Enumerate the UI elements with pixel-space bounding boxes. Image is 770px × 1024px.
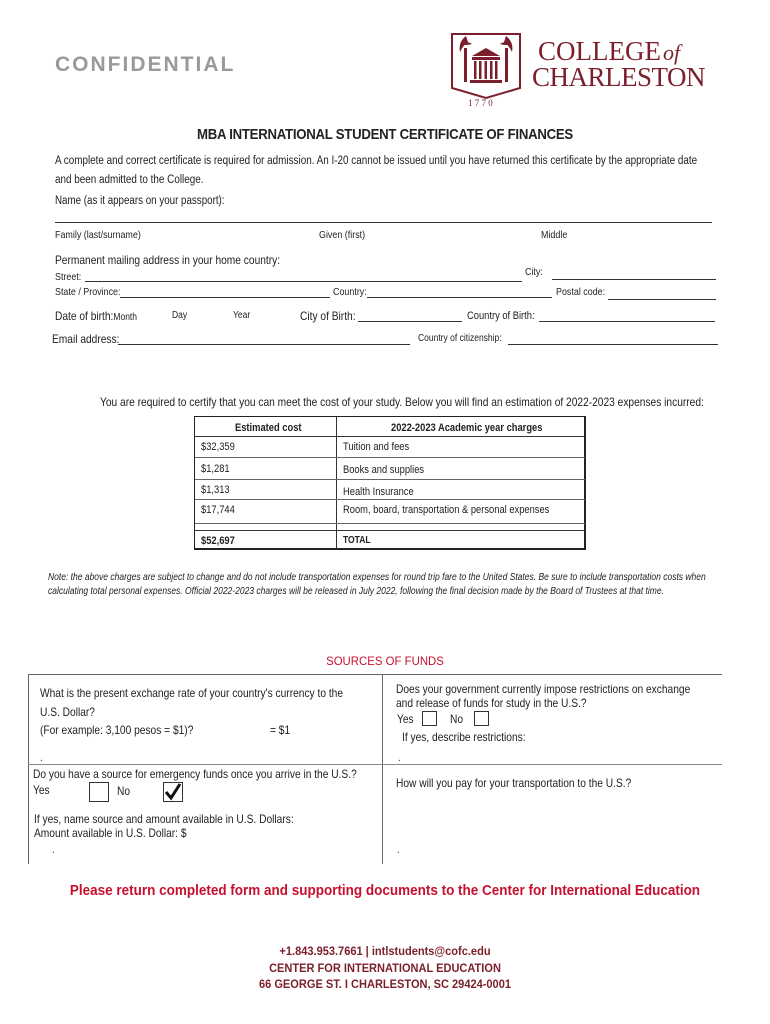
logo-charleston: CHARLESTON bbox=[532, 62, 706, 92]
restrict-no-checkbox[interactable] bbox=[474, 711, 489, 726]
state-label: State / Province: bbox=[55, 286, 121, 298]
emergency-no-checkbox[interactable] bbox=[163, 782, 183, 802]
table-row: $1,313 Health Insurance bbox=[195, 480, 585, 500]
transport-dot: . bbox=[397, 844, 400, 856]
city-label: City: bbox=[525, 266, 543, 278]
center-name: CENTER FOR INTERNATIONAL EDUCATION bbox=[269, 961, 501, 975]
center-address: 66 GEORGE ST. I CHARLESTON, SC 29424-0001 bbox=[259, 977, 511, 991]
citizenship-label: Country of citizenship: bbox=[418, 333, 502, 344]
emergency-yes-checkbox[interactable] bbox=[89, 782, 109, 802]
table-total-row: $52,697 TOTAL bbox=[195, 530, 585, 548]
email-field[interactable] bbox=[118, 344, 410, 345]
table-row: $32,359 Tuition and fees bbox=[195, 436, 585, 458]
restrictions-question: Does your government currently impose restrictions on exchange and release of funds for study in the U.S.? bbox=[396, 682, 691, 710]
emergency-no-label: No bbox=[117, 784, 131, 798]
transport-question: How will you pay for your transportation to the U.S.? bbox=[396, 776, 632, 790]
country-field[interactable] bbox=[367, 297, 552, 298]
confidential-label: CONFIDENTIAL bbox=[55, 53, 236, 76]
country-label: Country: bbox=[333, 286, 367, 298]
logo-year: 1 7 7 0 bbox=[468, 98, 493, 108]
amount-dot: . bbox=[52, 844, 55, 856]
table-row: $17,744 Room, board, transportation & personal expenses bbox=[195, 500, 585, 524]
city-birth-field[interactable] bbox=[358, 321, 462, 322]
sources-heading: SOURCES OF FUNDS bbox=[326, 654, 444, 668]
city-field[interactable] bbox=[552, 279, 716, 280]
form-intro: A complete and correct certificate is required for admission. An I-20 cannot be issued until you have returned this certificate by the appropriate date and been admitted to the College. bbox=[55, 155, 698, 186]
col-estimated-cost: Estimated cost bbox=[235, 422, 302, 434]
country-birth-label: Country of Birth: bbox=[467, 310, 535, 322]
col-academic-charges: 2022-2023 Academic year charges bbox=[391, 422, 543, 434]
day-label: Day bbox=[172, 310, 188, 321]
amount-label: Amount available in U.S. Dollar: $ bbox=[34, 826, 187, 840]
contact-info: +1.843.953.7661 | intlstudents@cofc.edu bbox=[279, 944, 491, 958]
state-field[interactable] bbox=[120, 297, 330, 298]
family-label: Family (last/surname) bbox=[55, 229, 141, 241]
postal-label: Postal code: bbox=[556, 286, 606, 298]
middle-label: Middle bbox=[541, 229, 568, 241]
restrict-yes-label: Yes bbox=[397, 712, 414, 726]
college-logo bbox=[446, 26, 731, 110]
emergency-question: Do you have a source for emergency funds once you arrive in the U.S.? bbox=[33, 767, 357, 781]
logo-college: COLLEGEof bbox=[538, 36, 681, 66]
table-row: $1,281 Books and supplies bbox=[195, 458, 585, 480]
dob-label: Date of birth:Month bbox=[55, 309, 138, 323]
exchange-rate-field[interactable]: = $1 bbox=[270, 723, 291, 737]
restrict-describe-label: If yes, describe restrictions: bbox=[402, 730, 526, 744]
year-label: Year bbox=[233, 310, 251, 321]
postal-field[interactable] bbox=[608, 299, 716, 300]
street-label: Street: bbox=[55, 271, 82, 283]
city-birth-label: City of Birth: bbox=[300, 309, 356, 323]
name-label: Name (as it appears on your passport): bbox=[55, 195, 225, 207]
citizenship-field[interactable] bbox=[508, 344, 718, 345]
restrict-yes-checkbox[interactable] bbox=[422, 711, 437, 726]
form-title: MBA INTERNATIONAL STUDENT CERTIFICATE OF FINANCES bbox=[197, 126, 573, 143]
given-label: Given (first) bbox=[319, 229, 366, 241]
expenses-table bbox=[194, 416, 586, 550]
restrict-dot: . bbox=[398, 752, 401, 764]
emergency-yes-label: Yes bbox=[33, 783, 50, 797]
exchange-dot: . bbox=[40, 752, 43, 764]
exchange-question: What is the present exchange rate of your country's currency to the U.S. Dollar? bbox=[40, 686, 344, 719]
expenses-note: Note: the above charges are subject to change and do not include transportation expenses for round trip fare to the United States. Be sure to include transportation costs when calculating total personal expenses. Official 2022-2023 charges will be released in July 2022, following the final decision made by the Board of Trustees at that time. bbox=[48, 572, 706, 597]
source-question: If yes, name source and amount available in U.S. Dollars: bbox=[34, 812, 294, 826]
street-field[interactable] bbox=[85, 281, 522, 282]
return-message: Please return completed form and supporting documents to the Center for International Education bbox=[69, 883, 701, 899]
country-birth-field[interactable] bbox=[539, 321, 715, 322]
checkmark-icon bbox=[163, 782, 183, 802]
restrict-no-label: No bbox=[450, 712, 464, 726]
email-label: Email address: bbox=[52, 332, 120, 346]
address-heading: Permanent mailing address in your home country: bbox=[55, 253, 281, 267]
expenses-intro: You are required to certify that you can meet the cost of your study. Below you will find an estimation of 2022-2023 expenses incurred: bbox=[100, 395, 704, 409]
name-field[interactable] bbox=[55, 222, 712, 223]
exchange-example: (For example: 3,100 pesos = $1)? bbox=[40, 723, 194, 737]
